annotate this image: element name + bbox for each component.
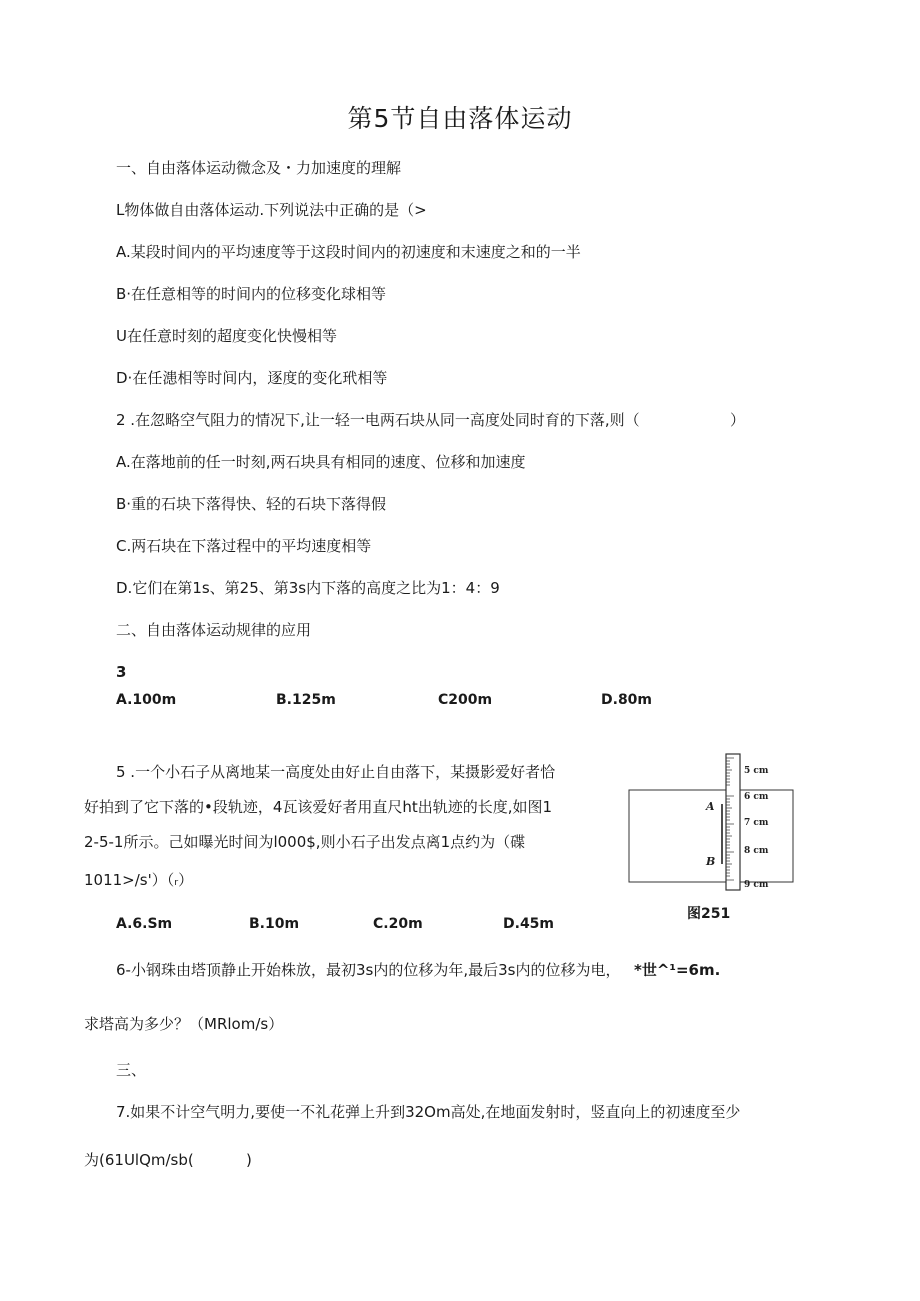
q2-option-a: A.在落地前的任一时刻,两石块具有相同的速度、位移和加速度	[116, 453, 526, 471]
q1-option-a: A.某段时间内的平均速度等于这段时间内的初速度和末速度之和的一半	[116, 243, 581, 261]
page-title: 第5节自由落体运动	[347, 104, 573, 133]
ruler-body	[726, 754, 740, 890]
ruler-label-9cm: 9 cm	[744, 880, 769, 890]
q3-number: 3	[116, 663, 127, 681]
q1-option-d: D·在任漶相等时间内，逐度的变化玳相等	[116, 369, 388, 387]
point-b-label: B	[706, 855, 716, 868]
q7-line-2: 为(61UlQm/sb(	[84, 1151, 194, 1169]
q5-line-4: 1011>/s'）（ᵣ）	[84, 871, 194, 889]
q3-option-b: B.125m	[276, 692, 336, 708]
section-heading-2: 二、自由落体运动规律的应用	[116, 621, 312, 639]
q6-line-1: 6-小钢珠由塔顶静止开始株放，最初3s内的位移为年,最后3s内的位移为电，	[116, 961, 621, 979]
q5-option-a: A.6.Sm	[116, 916, 173, 932]
section-heading-3: 三、	[116, 1061, 147, 1079]
point-a-label: A	[706, 800, 715, 813]
figure-caption: 图251	[687, 906, 731, 922]
q5-option-d: D.45m	[503, 916, 555, 932]
q5-option-c: C.20m	[373, 916, 423, 932]
q1-option-c: U在任意时刻的超度变化快慢相等	[116, 327, 337, 345]
q5-option-b: B.10m	[249, 916, 300, 932]
q5-line-1: 5 .一个小石子从离地某一高度处由好止自由落下，某摄影爱好者恰	[116, 763, 556, 781]
q3-option-c: C200m	[438, 692, 493, 708]
q7-line-2-end: )	[246, 1151, 252, 1169]
ruler-label-5cm: 5 cm	[744, 766, 769, 776]
q3-option-a: A.100m	[116, 692, 177, 708]
q6-line-1-end: *世^¹=6m.	[634, 961, 721, 979]
q5-line-2: 好拍到了它下落的•段轨迹，4瓦该爱好者用直尺ht出轨迹的长度,如图1	[84, 798, 553, 816]
ruler-label-6cm: 6 cm	[744, 792, 769, 802]
q6-line-2: 求塔高为多少？（MRlom/s）	[84, 1015, 284, 1033]
q2-option-c: C.两石块在下落过程中的平均速度相等	[116, 537, 372, 555]
q2-stem-end: ）	[730, 411, 746, 429]
q7-line-1: 7.如果不计空气明力,要使一不礼花弹上升到32Om高处,在地面发射时，竖直向上的初速度至少	[116, 1103, 741, 1121]
section-heading-1: 一、自由落体运动微念及・力加速度的理解	[116, 159, 402, 177]
q5-line-3: 2-5-1所示。己如曝光时间为l000$,则小石子出发点离1点约为（碟	[84, 833, 526, 851]
q2-option-d: D.它们在第1s、第25、第3s内下落的高度之比为1：4：9	[116, 579, 500, 597]
ruler-label-8cm: 8 cm	[744, 846, 769, 856]
q3-option-d: D.80m	[601, 692, 653, 708]
ruler-label-7cm: 7 cm	[744, 818, 769, 828]
q2-option-b: B·重的石块下落得快、轻的石块下落得假	[116, 495, 387, 513]
ruler-figure	[626, 752, 796, 892]
q2-stem: 2 .在忽略空气阻力的情况下,让一轻一电两石块从同一高度处同时育的下落,则（	[116, 411, 640, 429]
q1-option-b: B·在任意相等的时间内的位移变化球相等	[116, 285, 387, 303]
q1-stem: L物体做自由落体运动.下列说法中正确的是（>	[116, 201, 427, 219]
